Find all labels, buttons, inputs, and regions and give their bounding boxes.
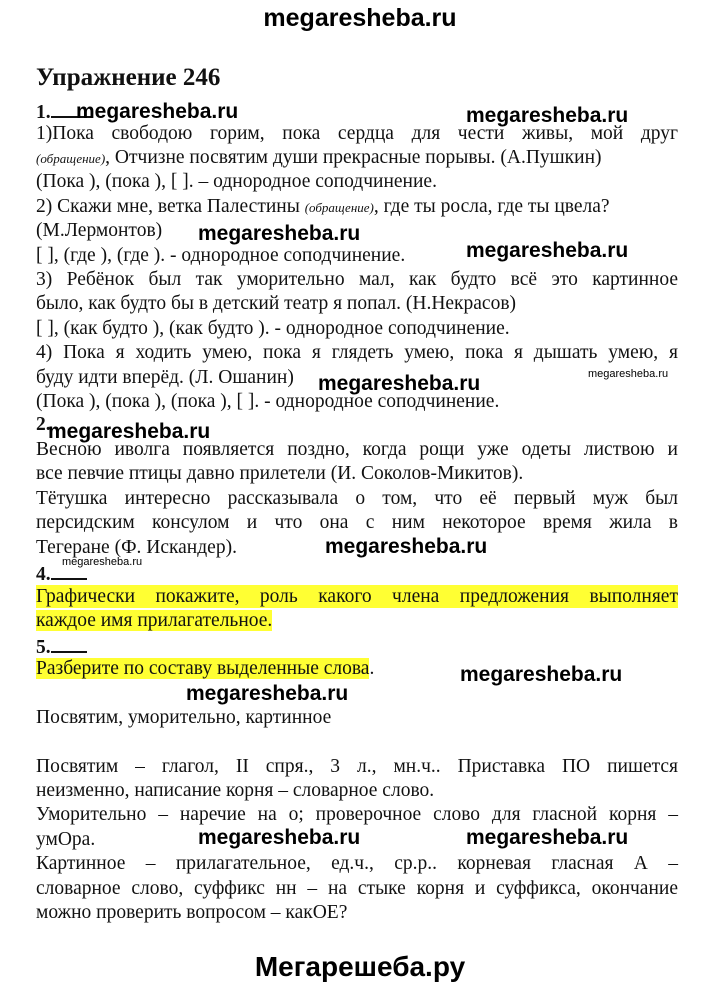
watermark: megaresheba.ru (460, 663, 623, 686)
task5-para4: умОра. (36, 829, 96, 850)
task2-line2: все певчие птицы давно прилетели (И. Соколов-Микитов). (36, 463, 524, 484)
watermark: megaresheba.ru (318, 372, 481, 395)
section-number-2: 2. (36, 414, 51, 435)
task4-line1: Графически покажите, роль какого члена предложения выполняет (36, 586, 678, 607)
task1-line1: 1)Пока свободою горим, пока сердца для чести живы, мой друг (36, 123, 678, 144)
task1-line8: было, как будто бы в детский театр я попал. (Н.Некрасов) (36, 293, 517, 314)
task5-para3: Уморительно – наречие на о; проверочное слово для гласной корня – (36, 804, 678, 825)
task5-para7: можно проверить вопросом – какОЕ? (36, 902, 348, 923)
watermark: megaresheba.ru (588, 368, 669, 380)
watermark: megaresheba.ru (76, 100, 239, 123)
task1-line10: 4) Пока я ходить умею, пока я глядеть умею, пока я дышать умею, я (36, 342, 678, 363)
section-number-5: 5. (36, 633, 87, 659)
task5-instruction: Разберите по составу выделенные слова. (36, 658, 375, 679)
task4-line2: каждое имя прилагательное. (36, 610, 273, 631)
section-number-1: 1. (36, 98, 91, 124)
task5-para1: Посвятим – глагол, II спря., 3 л., мн.ч.. Приставка ПО пишется (36, 756, 678, 777)
task2-line3: Тётушка интересно рассказывала о том, что её первый муж был (36, 488, 678, 509)
task1-line4: 2) Скажи мне, ветка Палестины (обращение), где ты росла, где ты цвела? (36, 196, 610, 217)
watermark: megaresheba.ru (62, 556, 143, 568)
task1-line5: (М.Лермонтов) (36, 220, 163, 241)
site-header: megaresheba.ru (263, 4, 457, 32)
site-footer: Мегарешеба.ру (254, 951, 466, 982)
task1-line7: 3) Ребёнок был так уморительно мал, как будто всё это картинное (36, 269, 678, 290)
watermark: megaresheba.ru (325, 535, 488, 558)
task1-line2: (обращение), Отчизне посвятим души прекрасные порывы. (А.Пушкин) (36, 147, 602, 168)
task1-line6: [ ], (где ), (где ). - однородное соподчинение. (36, 245, 406, 266)
watermark: megaresheba.ru (198, 826, 361, 849)
watermark: megaresheba.ru (186, 682, 349, 705)
task1-line12: (Пока ), (пока ), (пока ), [ ]. - однородное соподчинение. (36, 391, 500, 412)
task5-words: Посвятим, уморительно, картинное (36, 707, 332, 728)
task2-line5: Тегеране (Ф. Искандер). (36, 537, 237, 558)
section-number-4: 4. (36, 560, 87, 586)
exercise-title: Упражнение 246 (36, 64, 221, 91)
watermark: megaresheba.ru (198, 222, 361, 245)
task1-line11: буду идти вперёд. (Л. Ошанин) (36, 367, 294, 388)
watermark: megaresheba.ru (466, 239, 629, 262)
task2-line4: персидским консулом и что она с ним некоторое время жила в (36, 512, 678, 533)
watermark: megaresheba.ru (48, 420, 211, 443)
task5-para5: Картинное – прилагательное, ед.ч., ср.р.. корневая гласная А – (36, 853, 678, 874)
task1-line3: (Пока ), (пока ), [ ]. – однородное соподчинение. (36, 171, 437, 192)
watermark: megaresheba.ru (466, 104, 629, 127)
watermark: megaresheba.ru (466, 826, 629, 849)
task2-line1: Весною иволга появляется поздно, когда рощи уже одеты листвою и (36, 439, 678, 460)
task5-para2: неизменно, написание корня – словарное слово. (36, 780, 435, 801)
task1-line9: [ ], (как будто ), (как будто ). - однородное соподчинение. (36, 318, 510, 339)
task5-para6: словарное слово, суффикс нн – на стыке корня и суффикса, окончание (36, 878, 678, 899)
